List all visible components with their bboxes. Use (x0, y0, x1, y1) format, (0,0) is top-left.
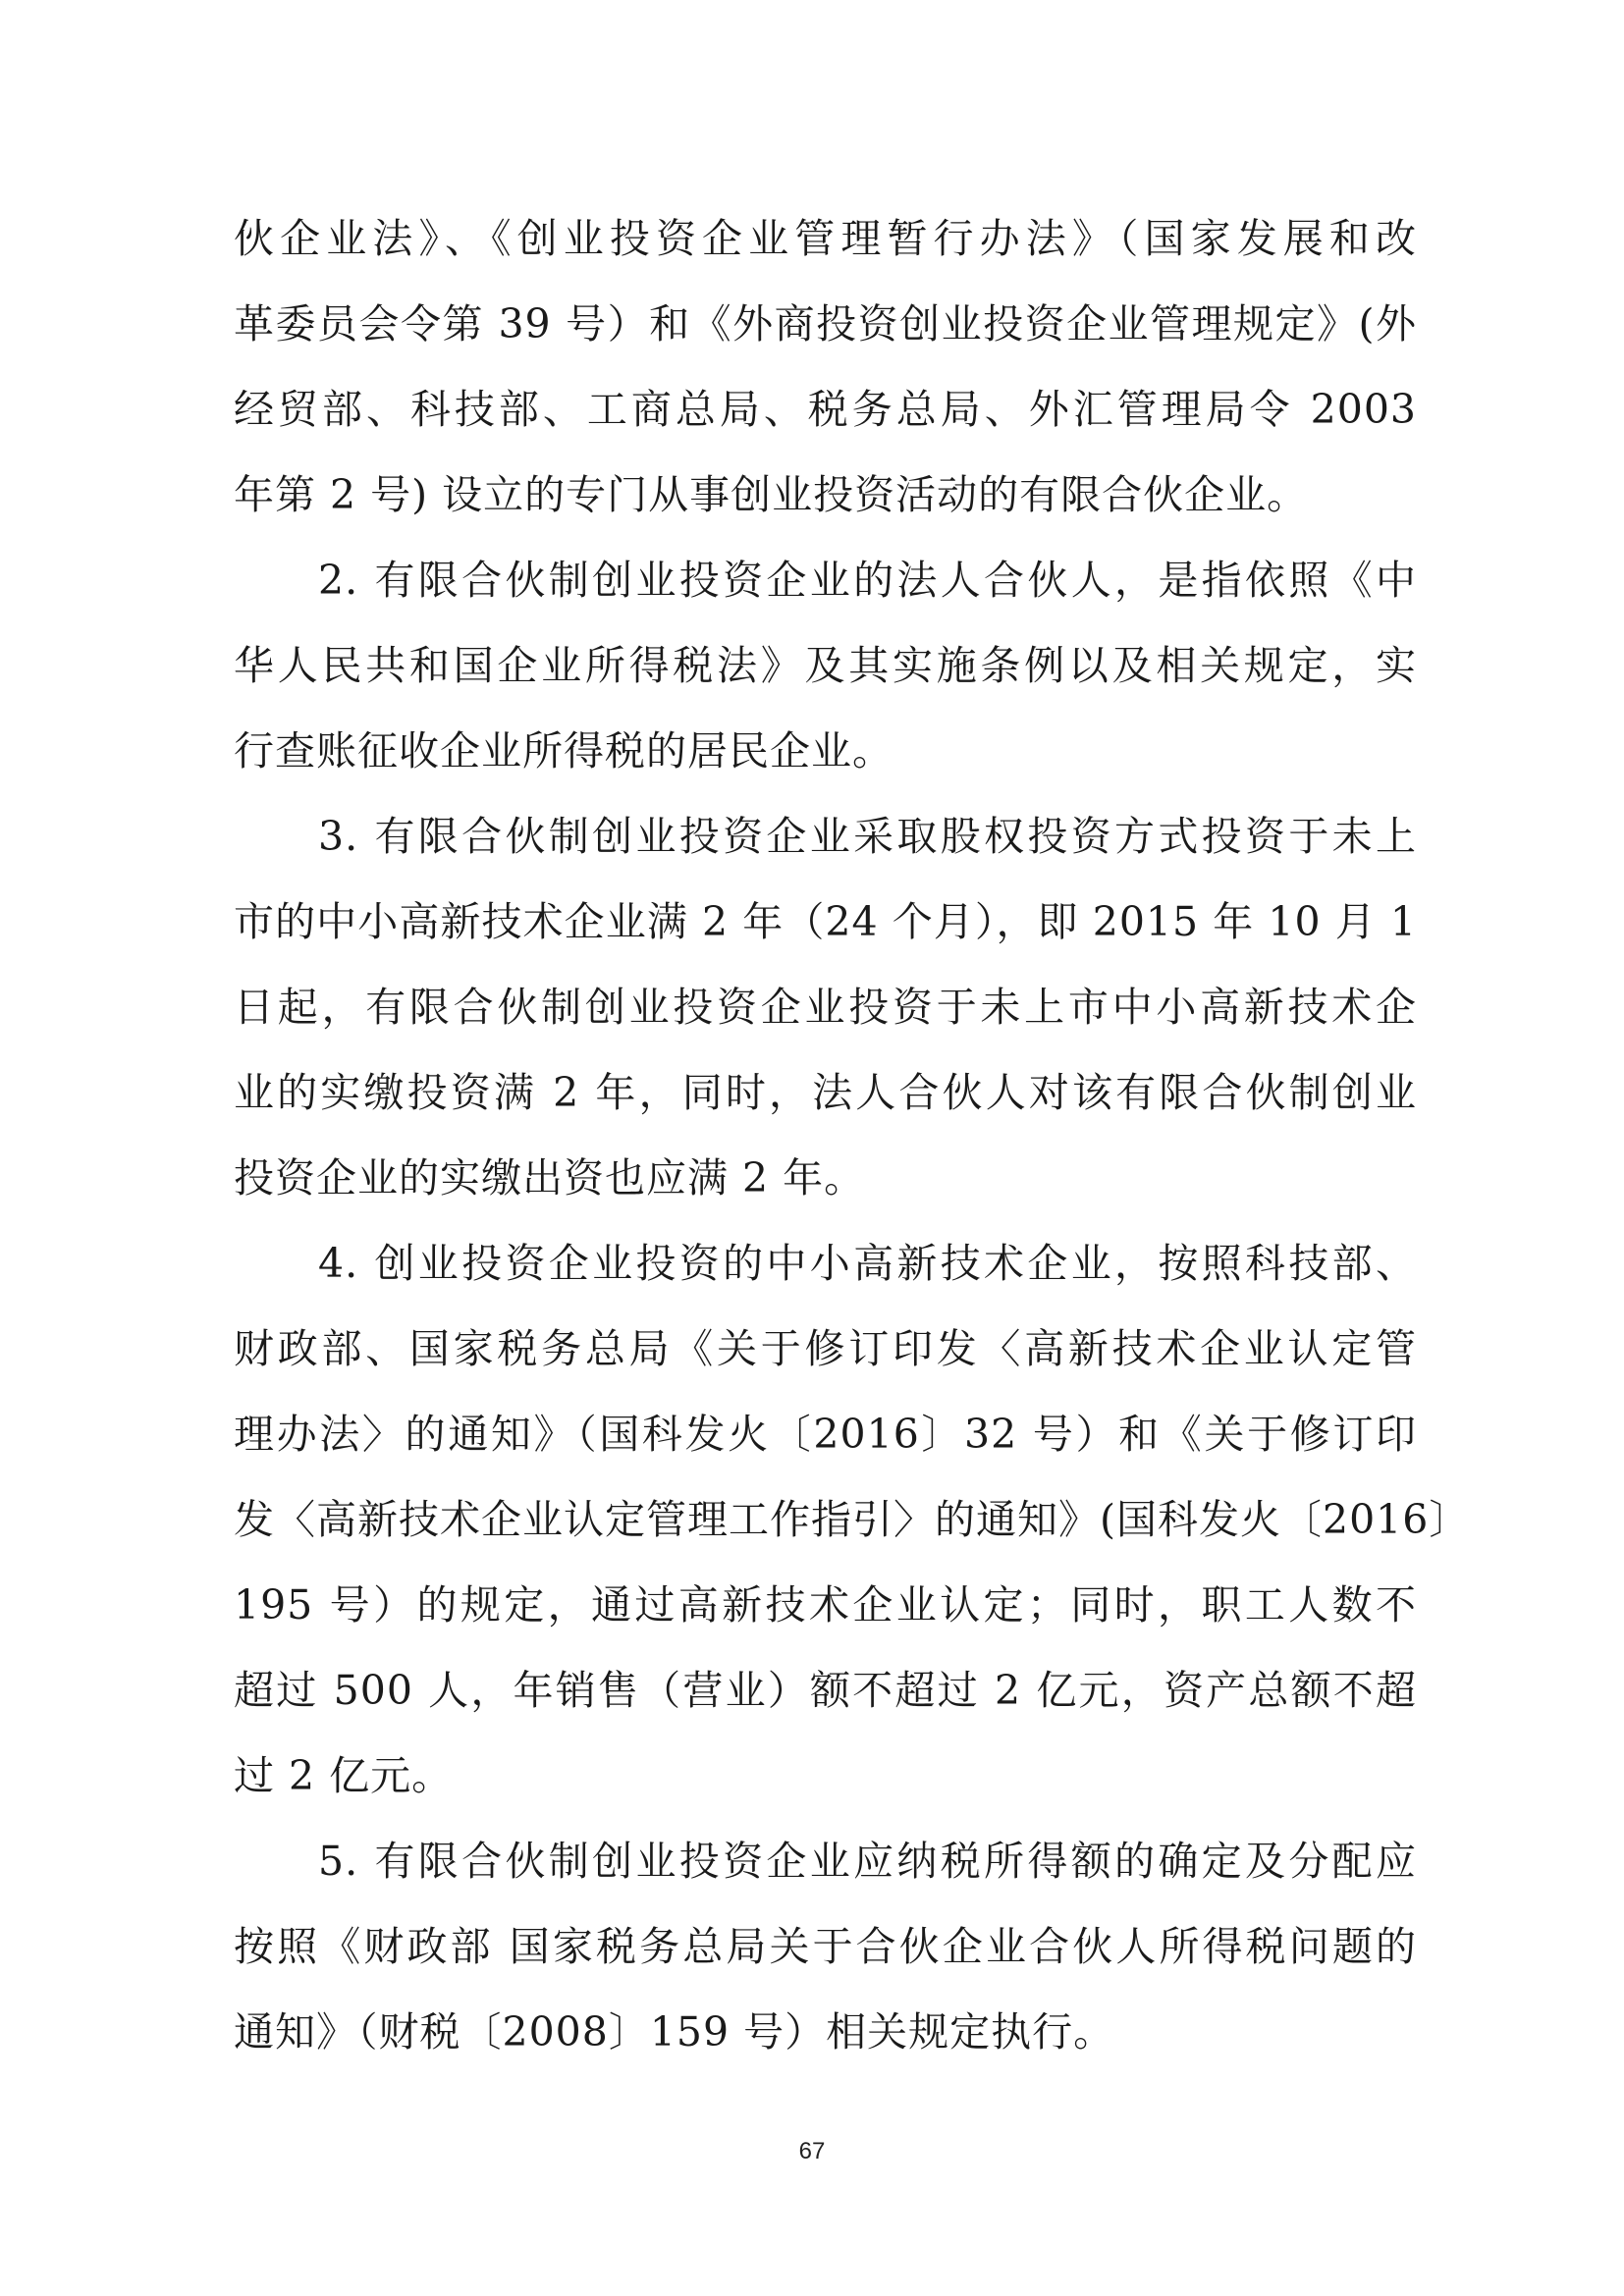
paragraph-first-line: 4. 创业投资企业投资的中小高新技术企业，按照科技部、 (318, 1240, 1417, 1287)
text-line: 发〈高新技术企业认定管理工作指引〉的通知》(国科发火〔2016〕 (234, 1496, 1471, 1543)
text-line: 经贸部、科技部、工商总局、税务总局、外汇管理局令 2003 (234, 386, 1417, 433)
text-line: 华人民共和国企业所得税法》及其实施条例以及相关规定，实 (234, 642, 1417, 689)
text-line: 业的实缴投资满 2 年，同时，法人合伙人对该有限合伙制创业 (234, 1069, 1417, 1116)
text-line: 日起，有限合伙制创业投资企业投资于未上市中小高新技术企 (234, 984, 1417, 1031)
text-line: 伙企业法》、《创业投资企业管理暂行办法》（国家发展和改 (234, 215, 1417, 262)
text-line: 市的中小高新技术企业满 2 年（24 个月），即 2015 年 10 月 1 (234, 898, 1417, 945)
page-number: 67 (798, 2138, 826, 2164)
paragraph-first-line: 3. 有限合伙制创业投资企业采取股权投资方式投资于未上 (318, 813, 1417, 860)
text-line: 过 2 亿元。 (234, 1752, 454, 1799)
text-line: 投资企业的实缴出资也应满 2 年。 (234, 1154, 866, 1201)
text-line: 超过 500 人，年销售（营业）额不超过 2 亿元，资产总额不超 (234, 1667, 1417, 1714)
text-line: 理办法〉的通知》（国科发火〔2016〕32 号）和《关于修订印 (234, 1411, 1417, 1458)
text-line: 财政部、国家税务总局《关于修订印发〈高新技术企业认定管 (234, 1325, 1417, 1372)
text-line: 行查账征收企业所得税的居民企业。 (234, 727, 893, 774)
paragraph-first-line: 2. 有限合伙制创业投资企业的法人合伙人，是指依照《中 (318, 557, 1417, 604)
text-line: 195 号）的规定，通过高新技术企业认定；同时，职工人数不 (234, 1581, 1417, 1629)
body-text (234, 196, 1471, 2075)
paragraph-first-line: 5. 有限合伙制创业投资企业应纳税所得额的确定及分配应 (318, 1838, 1417, 1885)
text-line: 年第 2 号) 设立的专门从事创业投资活动的有限合伙企业。 (234, 471, 1309, 518)
text-line: 革委员会令第 39 号）和《外商投资创业投资企业管理规定》(外 (234, 300, 1417, 347)
text-line: 通知》（财税〔2008〕159 号）相关规定执行。 (234, 2008, 1115, 2056)
text-line: 按照《财政部 国家税务总局关于合伙企业合伙人所得税问题的 (234, 1923, 1417, 1970)
